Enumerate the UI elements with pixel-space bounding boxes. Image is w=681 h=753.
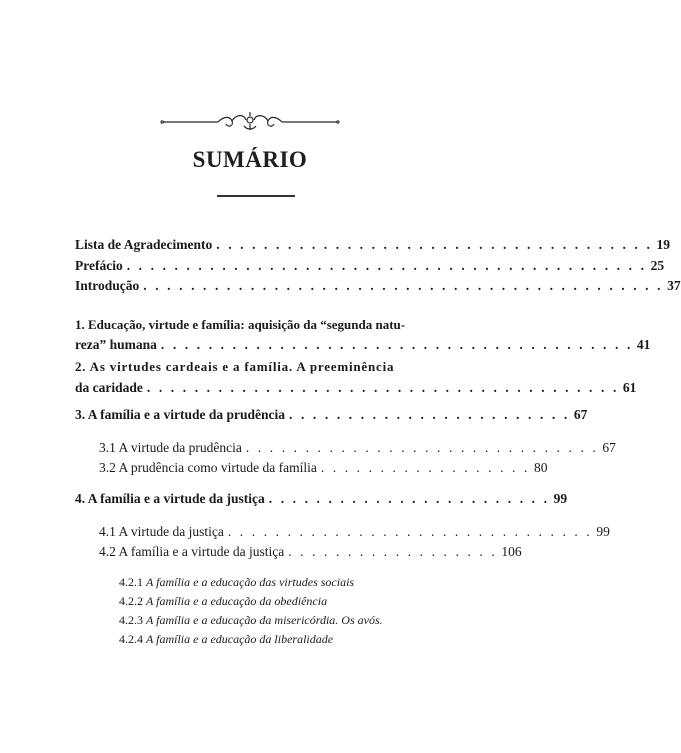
toc-subsection-4-2-2[interactable] — [119, 593, 327, 609]
toc-subsection-number: 4.2.3 — [119, 613, 143, 627]
toc-subsection-title: A família e a educação da liberalidade — [146, 632, 334, 646]
flourish-ornament-icon — [160, 108, 340, 136]
dot-leader: . . . . . . . . . . . . . . . . . . — [320, 460, 530, 475]
page-title: SUMÁRIO — [192, 147, 308, 172]
toc-subsection-number: 4.2.4 — [119, 632, 143, 646]
toc-entry-page: 41 — [636, 337, 651, 352]
dot-leader: . . . . . . . . . . . . . . . . . . — [288, 544, 498, 559]
toc-entry-prefacio[interactable] — [75, 257, 665, 275]
toc-chapter-4[interactable] — [75, 490, 568, 508]
toc-entry-introducao[interactable] — [75, 277, 681, 295]
toc-chapter-1[interactable] — [75, 336, 651, 354]
title-divider — [217, 195, 295, 197]
toc-subsection-4-2-1[interactable] — [119, 574, 354, 590]
toc-entry-page: 99 — [596, 524, 610, 539]
dot-leader: . . . . . . . . . . . . . . . . . . . . . . . . . . . . . . — [245, 440, 599, 455]
toc-entry-label: Prefácio — [75, 258, 123, 273]
toc-entry-agradecimento[interactable] — [75, 236, 670, 254]
toc-subsection-title: A família e a educação das virtudes sociais — [146, 575, 355, 589]
toc-subsection-title: A família e a educação da misericórdia. Os avós. — [146, 613, 383, 627]
dot-leader: . . . . . . . . . . . . . . . . . . . . . . . . . . . . . . . . . . . . . . . . — [146, 380, 619, 395]
toc-entry-page: 106 — [501, 544, 522, 559]
toc-entry-label: 4.2 A família e a virtude da justiça — [99, 544, 285, 559]
toc-subsection-number: 4.2.1 — [119, 575, 143, 589]
toc-entry-label: reza” humana — [75, 337, 157, 352]
toc-section-3-2[interactable] — [99, 459, 548, 477]
dot-leader: . . . . . . . . . . . . . . . . . . . . . . . . — [268, 491, 550, 506]
toc-subsection-title: A família e a educação da obediência — [146, 594, 328, 608]
toc-entry-page: 37 — [667, 278, 681, 293]
toc-chapter-2[interactable] — [75, 379, 637, 397]
toc-entry-page: 25 — [650, 258, 665, 273]
dot-leader: . . . . . . . . . . . . . . . . . . . . . . . . . . . . . . . . . . . . . . . . . . . . — [143, 278, 664, 293]
toc-section-4-2[interactable] — [99, 543, 522, 561]
toc-entry-label: Lista de Agradecimento — [75, 237, 213, 252]
toc-entry-page: 80 — [533, 460, 548, 475]
toc-chapter-1-line1[interactable]: 1. Educação, virtude e família: aquisição da “segunda natu- — [75, 317, 406, 332]
toc-chapter-2-line1[interactable]: 2. As virtudes cardeais e a família. A preeminência — [75, 359, 395, 374]
dot-leader: . . . . . . . . . . . . . . . . . . . . . . . . . . . . . . . . . . . . . . . . . . . . — [126, 258, 647, 273]
toc-entry-label: 3. A família e a virtude da prudência — [75, 407, 286, 422]
dot-leader: . . . . . . . . . . . . . . . . . . . . . . . . — [289, 407, 570, 422]
toc-entry-page: 61 — [622, 380, 637, 395]
toc-entry-page: 67 — [573, 407, 588, 422]
toc-entry-page: 67 — [602, 440, 616, 455]
toc-entry-page: 19 — [656, 237, 670, 252]
toc-section-4-1[interactable] — [99, 523, 610, 541]
toc-entry-label: 4. A família e a virtude da justiça — [75, 491, 265, 506]
toc-subsection-4-2-3[interactable] — [119, 612, 383, 628]
toc-subsection-4-2-4[interactable] — [119, 631, 333, 647]
dot-leader: . . . . . . . . . . . . . . . . . . . . . . . . . . . . . . . . . . . . . . . . — [160, 337, 633, 352]
dot-leader: . . . . . . . . . . . . . . . . . . . . . . . . . . . . . . . — [227, 524, 593, 539]
toc-subsection-number: 4.2.2 — [119, 594, 143, 608]
toc-chapter-3[interactable] — [75, 406, 588, 424]
toc-entry-label: Introdução — [75, 278, 140, 293]
toc-entry-label: 3.2 A prudência como virtude da família — [99, 460, 317, 475]
toc-entry-label: 4.1 A virtude da justiça — [99, 524, 224, 539]
toc-entry-label: 3.1 A virtude da prudência — [99, 440, 242, 455]
toc-entry-label: da caridade — [75, 380, 143, 395]
toc-entry-page: 99 — [553, 491, 568, 506]
toc-section-3-1[interactable] — [99, 439, 616, 457]
dot-leader: . . . . . . . . . . . . . . . . . . . . . . . . . . . . . . . . . . . . . — [216, 237, 653, 252]
